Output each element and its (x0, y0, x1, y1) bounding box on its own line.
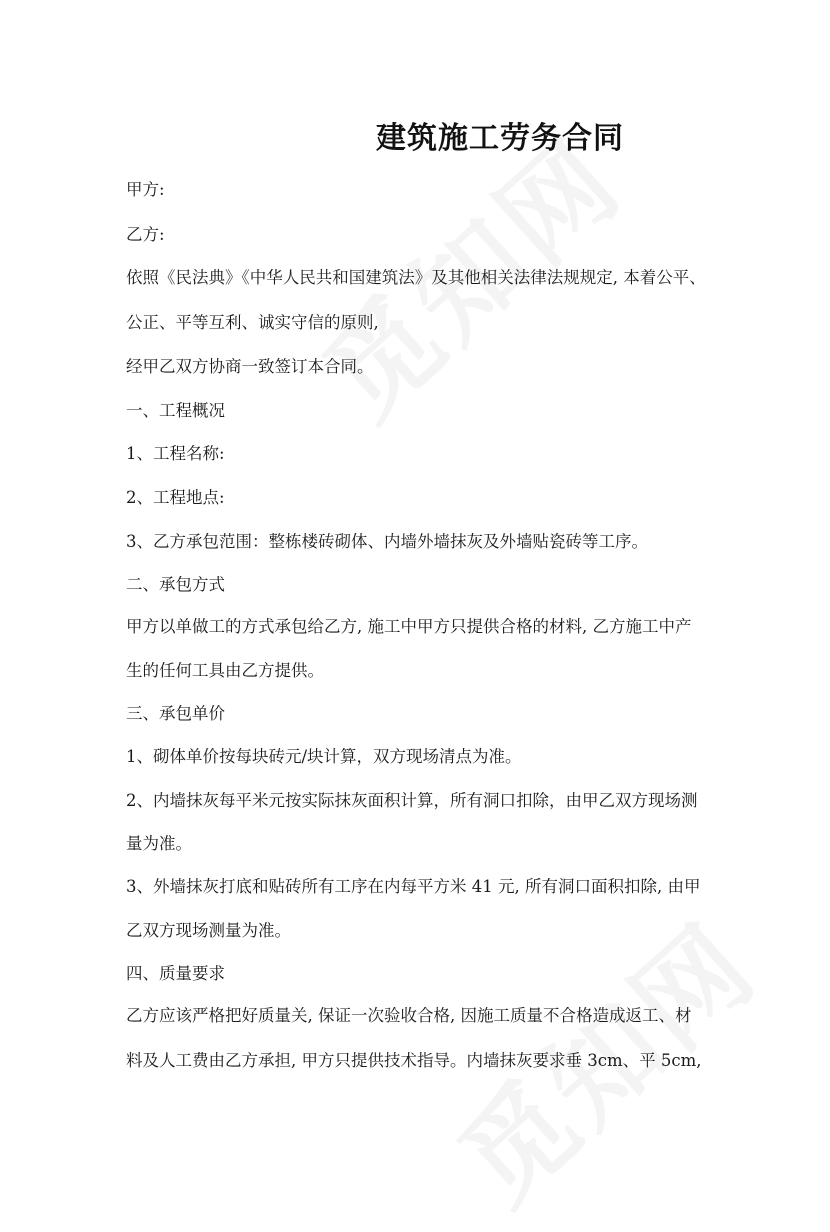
party-a-line: 甲方: (126, 180, 165, 199)
unit-price-line-3b: 乙双方现场测量为准。 (126, 921, 291, 940)
party-b-line: 乙方: (126, 225, 165, 244)
section-heading-contract-method: 二、承包方式 (126, 575, 225, 594)
preamble-line-2: 公正、平等互利、诚实守信的原则, (126, 313, 379, 332)
preamble-line-3: 经甲乙双方协商一致签订本合同。 (126, 357, 374, 376)
contract-method-line-2: 生的任何工具由乙方提供。 (126, 661, 324, 680)
quality-line-1: 乙方应该严格把好质量关, 保证一次验收合格, 因施工质量不合格造成返工、材 (126, 1006, 692, 1025)
unit-price-line-2a: 2、内墙抹灰每平米元按实际抹灰面积计算，所有洞口扣除，由甲乙双方现场测 (126, 791, 698, 810)
section-heading-unit-price: 三、承包单价 (126, 704, 225, 723)
section-heading-project-overview: 一、工程概况 (126, 401, 225, 420)
unit-price-line-3a: 3、外墙抹灰打底和贴砖所有工序在内每平方米 41 元, 所有洞口面积扣除, 由甲 (126, 877, 701, 896)
preamble-line-1: 依照《民法典》《中华人民共和国建筑法》及其他相关法律法规规定, 本着公平、 (126, 268, 706, 287)
document-title: 建筑施工劳务合同 (376, 121, 624, 156)
quality-line-2: 料及人工费由乙方承担, 甲方只提供技术指导。内墙抹灰要求垂 3cm、平 5cm, (126, 1051, 702, 1070)
unit-price-line-1: 1、砌体单价按每块砖元/块计算，双方现场清点为准。 (126, 747, 522, 766)
scope-line: 3、乙方承包范围：整栋楼砖砌体、内墙外墙抹灰及外墙贴瓷砖等工序。 (126, 532, 648, 551)
unit-price-line-2b: 量为准。 (126, 834, 192, 853)
contract-method-line-1: 甲方以单做工的方式承包给乙方, 施工中甲方只提供合格的材料, 乙方施工中产 (126, 617, 692, 636)
project-name-line: 1、工程名称: (126, 444, 225, 463)
project-location-line: 2、工程地点: (126, 488, 225, 507)
section-heading-quality: 四、质量要求 (126, 964, 225, 983)
